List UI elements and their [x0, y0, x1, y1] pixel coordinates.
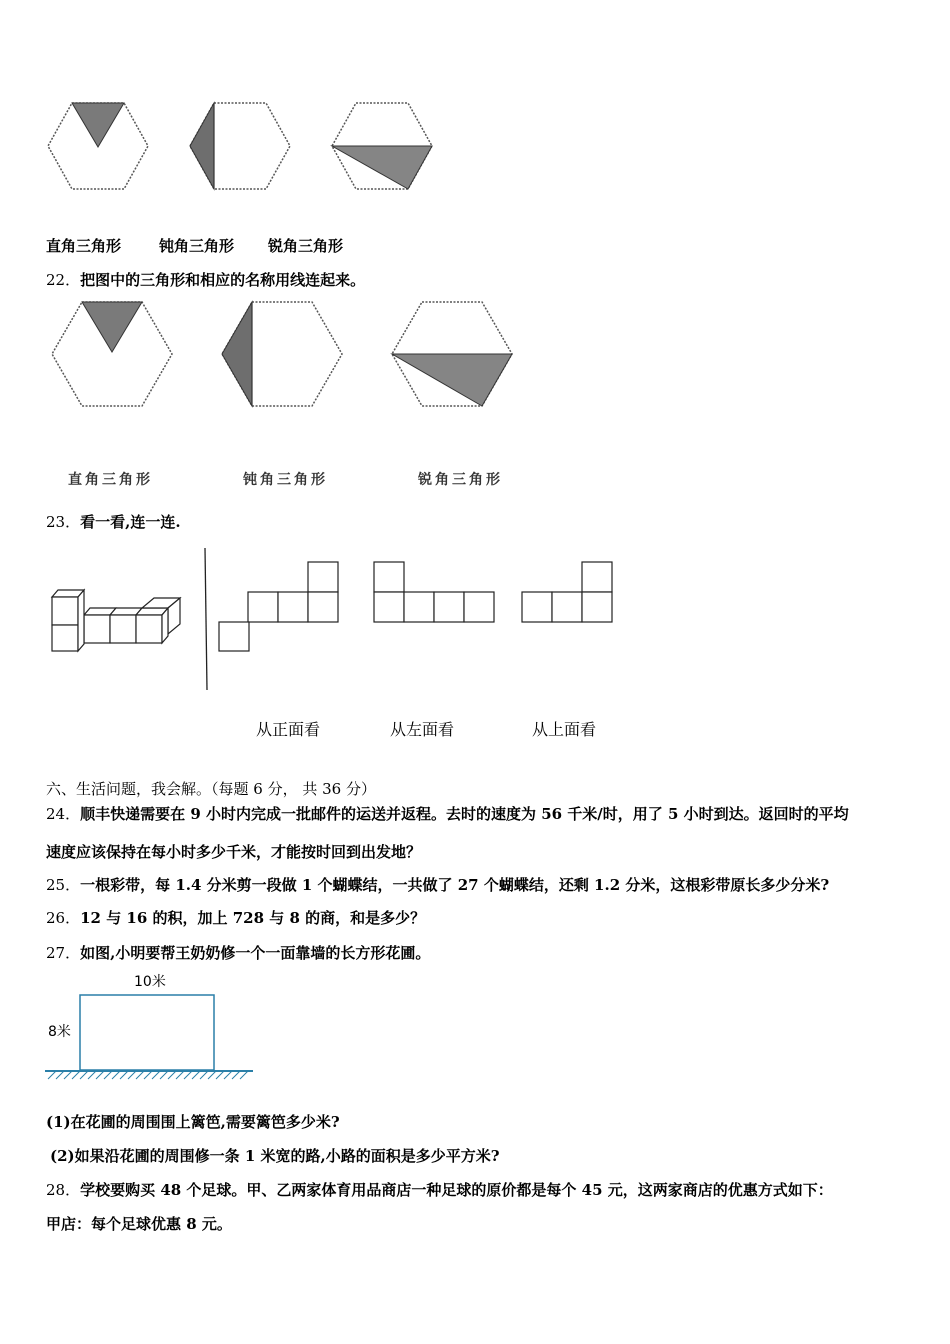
q22-hexagon-acute-triangle — [392, 302, 512, 406]
q24-text-line1: 顺丰快递需要在 9 小时内完成一批邮件的运送并返程。去时的速度为 56 千米/时，用了 5 小时到达。返回时的平均 — [80, 805, 849, 823]
q22-label-obtuse: 钝角三角形 — [243, 472, 328, 488]
hexagon-right-triangle — [48, 103, 148, 189]
q26-line — [46, 908, 425, 928]
q22-hexagon-right-triangle — [52, 302, 172, 406]
view-grid-2 — [374, 562, 494, 622]
cube-stack-3d — [52, 590, 180, 651]
q23-line — [46, 512, 181, 532]
q23-text: 看一看,连一连. — [80, 513, 181, 531]
section6-title: 六、生活问题，我会解。（每题 6 分， 共 36 分） — [46, 780, 376, 798]
garden-height-label: 8米 — [48, 1024, 71, 1040]
q22-label-right: 直角三角形 — [68, 472, 153, 488]
hexagon-obtuse-triangle — [190, 103, 290, 189]
q28-text: 学校要购买 48 个足球。甲、乙两家体育用品商店一种足球的原价都是每个 45 元，这两家商店的优惠方式如下： — [80, 1181, 833, 1199]
q27-number: 27． — [46, 944, 81, 962]
q24-number: 24． — [46, 805, 81, 823]
q28-line — [46, 1180, 833, 1200]
q27-sub2: (2)如果沿花圃的周围修一条 1 米宽的路,小路的面积是多少平方米? — [50, 1147, 500, 1165]
q27-text: 如图,小明要帮王奶奶修一个一面靠墙的长方形花圃。 — [80, 944, 431, 962]
q23-divider — [205, 548, 207, 690]
figure1-label-right: 直角三角形 — [46, 237, 122, 255]
view-label-top: 从上面看 — [532, 720, 597, 739]
q22-hexagon-obtuse-triangle — [222, 302, 342, 406]
q22-label-acute: 锐角三角形 — [418, 472, 503, 488]
q23-number: 23． — [46, 513, 81, 531]
view-grid-3 — [522, 562, 612, 622]
q22-number: 22． — [46, 271, 81, 289]
q22-line — [46, 270, 365, 290]
figure1-label-acute: 锐角三角形 — [268, 237, 344, 255]
figure1-hexagons — [0, 0, 950, 230]
q28-shop-a: 甲店：每个足球优惠 8 元。 — [46, 1215, 232, 1233]
q24-line1 — [46, 804, 849, 824]
q28-number: 28． — [46, 1181, 81, 1199]
q27-sub1: (1)在花圃的周围围上篱笆,需要篱笆多少米? — [46, 1113, 340, 1131]
q26-text: 12 与 16 的积，加上 728 与 8 的商，和是多少？ — [80, 909, 426, 927]
hexagon-acute-triangle — [332, 103, 432, 189]
q26-number: 26． — [46, 909, 81, 927]
view-label-front: 从正面看 — [256, 720, 321, 739]
q25-text: 一根彩带，每 1.4 分米剪一段做 1 个蝴蝶结，一共做了 27 个蝴蝶结，还剩 1.2 分米，这根彩带原长多少分米? — [80, 876, 830, 894]
garden-width-label: 10米 — [134, 974, 166, 990]
view-grid-1 — [219, 562, 338, 651]
q25-line — [46, 875, 829, 895]
q27-line — [46, 943, 430, 963]
q25-number: 25． — [46, 876, 81, 894]
q22-text: 把图中的三角形和相应的名称用线连起来。 — [80, 271, 366, 289]
q22-hexagons — [0, 290, 950, 420]
figure1-label-obtuse: 钝角三角形 — [159, 237, 235, 255]
view-label-left: 从左面看 — [390, 720, 455, 739]
q24-text-line2: 速度应该保持在每小时多少千米，才能按时回到出发地？ — [46, 843, 422, 861]
q23-figure — [0, 540, 950, 700]
garden-rectangle — [80, 995, 214, 1070]
wall-hatching — [48, 1071, 248, 1079]
